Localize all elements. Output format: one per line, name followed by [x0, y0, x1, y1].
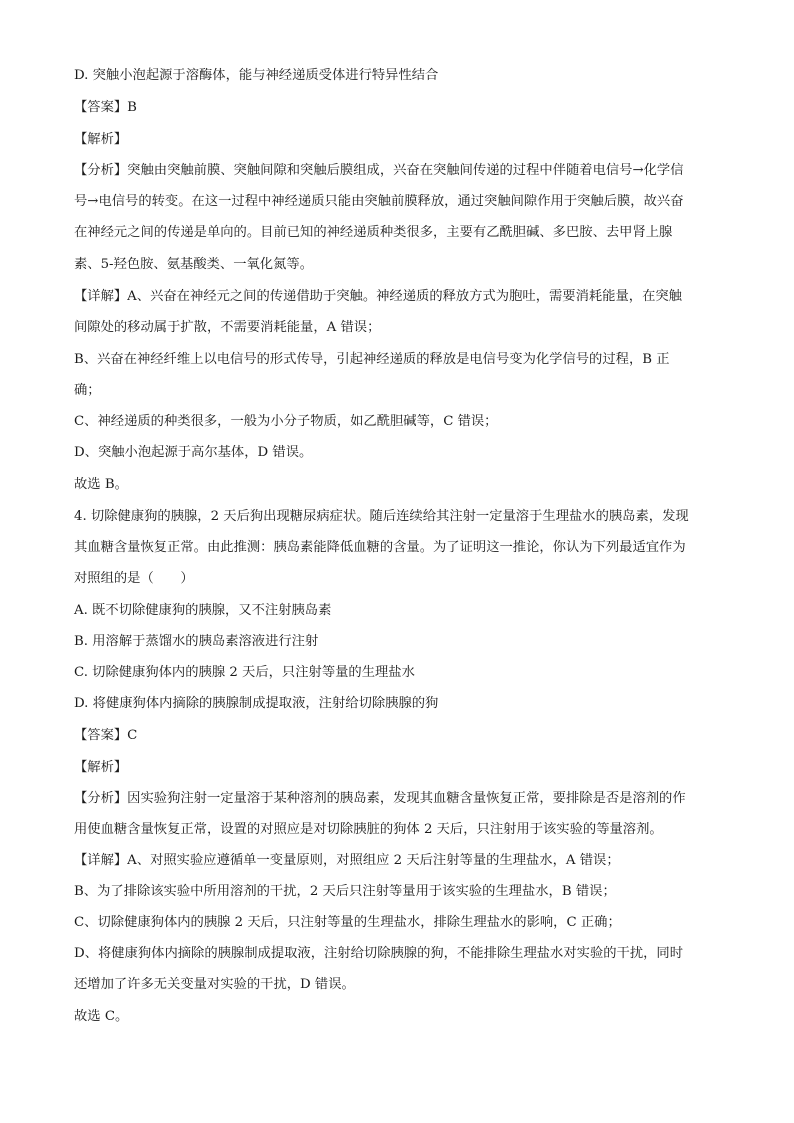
answer-label-4: 【答案】C — [74, 728, 138, 743]
detail-text-3-line-2: 间隙处的移动属于扩散，不需要消耗能量，A 错误； — [74, 320, 381, 335]
analysis-text-4-line-2: 用使血糖含量恢复正常，设置的对照应是对切除胰脏的狗体 2 天后，只注射用于该实验的等量溶剂。 — [74, 822, 663, 837]
question-4-option-c: C. 切除健康狗体内的胰腺 2 天后，只注射等量的生理盐水 — [74, 665, 415, 680]
analysis-text-3-line-1: 【分析】突触由突触前膜、突触间隙和突触后膜组成，兴奋在突触间传递的过程中伴随着电信号→化学信 — [74, 163, 684, 178]
question-4-stem-line-3: 对照组的是（ ） — [74, 571, 194, 586]
detail-text-4-line-3: C、切除健康狗体内的胰腺 2 天后，只注射等量的生理盐水，排除生理盐水的影响，C 正确； — [74, 915, 621, 930]
answer-label-3: 【答案】B — [74, 100, 137, 115]
analysis-text-4-line-1: 【分析】因实验狗注射一定量溶于某种溶剂的胰岛素，发现其血糖含量恢复正常，要排除是否是溶剂的作 — [74, 791, 686, 806]
detail-text-3-line-3: B、兴奋在神经纤维上以电信号的形式传导，引起神经递质的释放是电信号变为化学信号的过程，B 正 — [74, 352, 670, 367]
detail-text-3-line-5: C、神经递质的种类很多，一般为小分子物质，如乙酰胆碱等，C 错误； — [74, 414, 498, 429]
detail-text-4-line-2: B、为了排除该实验中所用溶剂的干扰，2 天后只注射等量用于该实验的生理盐水，B 错误； — [74, 884, 616, 899]
analysis-text-3-line-2: 号→电信号的转变。在这一过程中神经递质只能由突触前膜释放，通过突触间隙作用于突触后膜，故兴奋 — [74, 194, 684, 209]
conclusion-4: 故选 C。 — [74, 1009, 129, 1024]
question-4-option-d: D. 将健康狗体内摘除的胰腺制成提取液，注射给切除胰腺的狗 — [74, 696, 439, 711]
question-4-stem-line-2: 其血糖含量恢复正常。由此推测：胰岛素能降低血糖的含量。为了证明这一推论，你认为下列最适宜作为 — [74, 540, 686, 555]
option-d-previous: D. 突触小泡起源于溶酶体，能与神经递质受体进行特异性结合 — [74, 68, 439, 83]
detail-text-3-line-6: D、突触小泡起源于高尔基体，D 错误。 — [74, 445, 313, 460]
conclusion-3: 故选 B。 — [74, 477, 128, 492]
detail-text-4-line-1: 【详解】A、对照实验应遵循单一变量原则，对照组应 2 天后注射等量的生理盐水，A 错误； — [74, 853, 620, 868]
question-4-option-a: A. 既不切除健康狗的胰腺，又不注射胰岛素 — [74, 603, 332, 618]
question-4-stem-line-1: 4. 切除健康狗的胰腺，2 天后狗出现糖尿病症状。随后连续给其注射一定量溶于生理盐水的胰岛素，发现 — [74, 509, 689, 524]
detail-text-4-line-4: D、将健康狗体内摘除的胰腺制成提取液，注射给切除胰腺的狗，不能排除生理盐水对实验的干扰，同时 — [74, 946, 684, 961]
analysis-label-4: 【解析】 — [74, 760, 128, 775]
question-4-option-b: B. 用溶解于蒸馏水的胰岛素溶液进行注射 — [74, 634, 319, 649]
analysis-label-3: 【解析】 — [74, 132, 128, 147]
detail-text-3-line-4: 确； — [74, 383, 101, 398]
analysis-text-3-line-4: 素、5-羟色胺、氨基酸类、一氧化氮等。 — [74, 257, 313, 272]
detail-text-4-line-5: 还增加了许多无关变量对实验的干扰，D 错误。 — [74, 977, 355, 992]
analysis-text-3-line-3: 在神经元之间的传递是单向的。目前已知的神经递质种类很多，主要有乙酰胆碱、多巴胺、去甲肾上腺 — [74, 225, 673, 240]
detail-text-3-line-1: 【详解】A、兴奋在神经元之间的传递借助于突触。神经递质的释放方式为胞吐，需要消耗能量，在突触 — [74, 289, 682, 304]
